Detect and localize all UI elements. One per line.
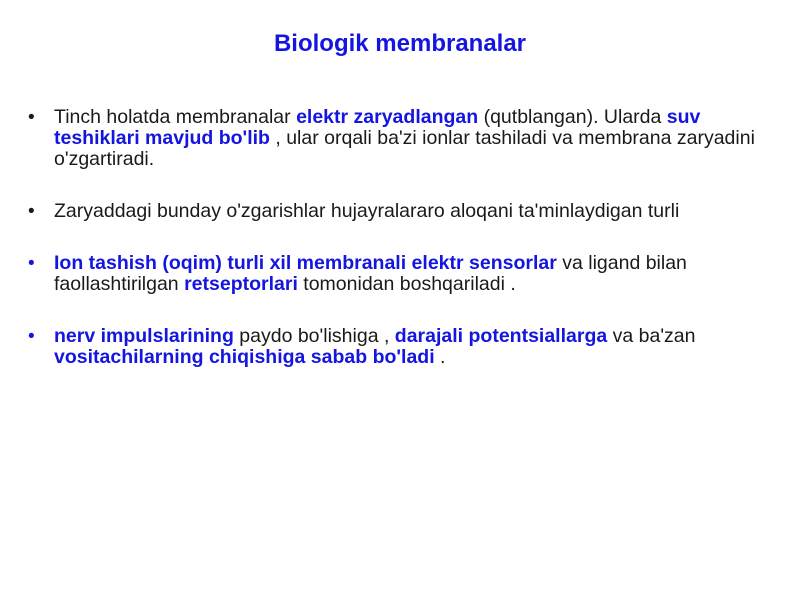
bullet-text-segment: , ular orqali ba'zi ionlar tashiladi va membrana zaryadini o'zgartiradi. [54,127,755,170]
bullet-text-segment: va ligand bilan faollashtirilgan [54,252,687,295]
highlighted-term: nerv impulslarining [54,325,234,347]
highlighted-term: vositachilarning chiqishiga sabab bo'ladi [54,346,435,368]
bullet-text [54,200,679,222]
bullet-item [28,107,773,170]
bullet-text [54,252,687,295]
bullet-text-segment: va ba'zan [607,325,696,347]
bullet-item [28,253,773,295]
bullet-text-segment: tomonidan boshqariladi . [297,273,516,295]
bullet-text-segment: Zaryaddagi bunday o'zgarishlar hujayralararo aloqani ta'minlaydigan turli [54,200,680,222]
highlighted-term: retseptorlari [184,273,298,295]
bullet-item [28,326,773,368]
bullet-text-segment: (qutblangan). Ularda [478,106,667,128]
bullet-text-segment: . [434,346,446,368]
bullet-item [28,201,773,222]
bullet-text [54,106,755,170]
highlighted-term: Ion tashish (oqim) turli xil membranali elektr sensorlar [54,252,557,274]
highlighted-term: elektr zaryadlangan [296,106,479,128]
slide-title: Biologik membranalar [273,30,527,57]
bullet-dot-icon: • [28,201,35,222]
bullet-text-segment: Tinch holatda membranalar [54,106,297,128]
bullet-text-segment: paydo bo'lishiga , [233,325,395,347]
bullet-list [28,107,773,399]
highlighted-term: suv teshiklari mavjud bo'lib [54,106,701,149]
bullet-dot-icon: • [28,326,35,347]
bullet-dot-icon: • [28,107,35,128]
bullet-text [54,325,696,368]
highlighted-term: darajali potentsiallarga [394,325,608,347]
bullet-dot-icon: • [28,253,35,274]
